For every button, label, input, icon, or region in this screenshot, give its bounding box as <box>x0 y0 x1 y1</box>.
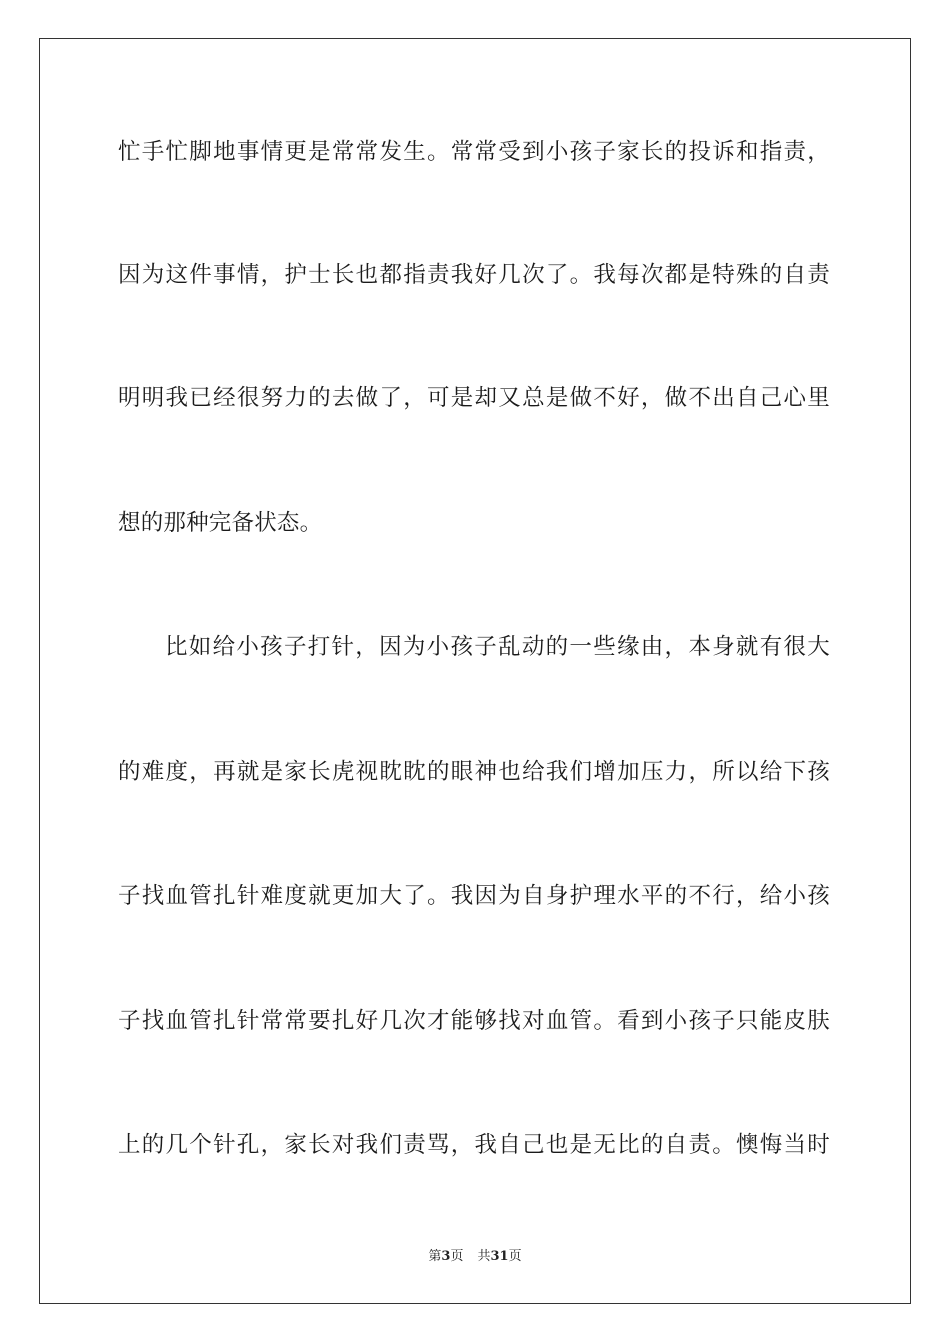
text-line-9: 上的几个针孔，家长对我们责骂，我自己也是无比的自责。懊悔当时 <box>118 1132 830 1158</box>
footer-page-number: 3 <box>441 1249 451 1264</box>
text-line-3: 明明我已经很努力的去做了，可是却又总是做不好，做不出自己心里 <box>118 385 830 411</box>
footer-total-suffix: 页 <box>508 1249 522 1264</box>
text-line-2: 因为这件事情，护士长也都指责我好几次了。我每次都是特殊的自责 <box>118 262 830 288</box>
text-line-7: 子找血管扎针难度就更加大了。我因为自身护理水平的不行，给小孩 <box>118 883 830 909</box>
page-footer <box>0 1248 950 1266</box>
text-line-1: 忙手忙脚地事情更是常常发生。常常受到小孩子家长的投诉和指责， <box>118 139 830 165</box>
footer-total-prefix: 共 <box>477 1249 491 1264</box>
page-border <box>39 38 911 1304</box>
footer-page-suffix: 页 <box>450 1249 464 1264</box>
footer-total-pages: 31 <box>490 1249 509 1264</box>
text-line-5-paragraph-start: 比如给小孩子打针，因为小孩子乱动的一些缘由，本身就有很大 <box>165 634 830 660</box>
text-line-6: 的难度，再就是家长虎视眈眈的眼神也给我们增加压力，所以给下孩 <box>118 759 830 785</box>
footer-page-prefix: 第 <box>428 1249 442 1264</box>
text-line-8: 子找血管扎针常常要扎好几次才能够找对血管。看到小孩子只能皮肤 <box>118 1008 830 1034</box>
text-line-4: 想的那种完备状态。 <box>118 510 323 536</box>
